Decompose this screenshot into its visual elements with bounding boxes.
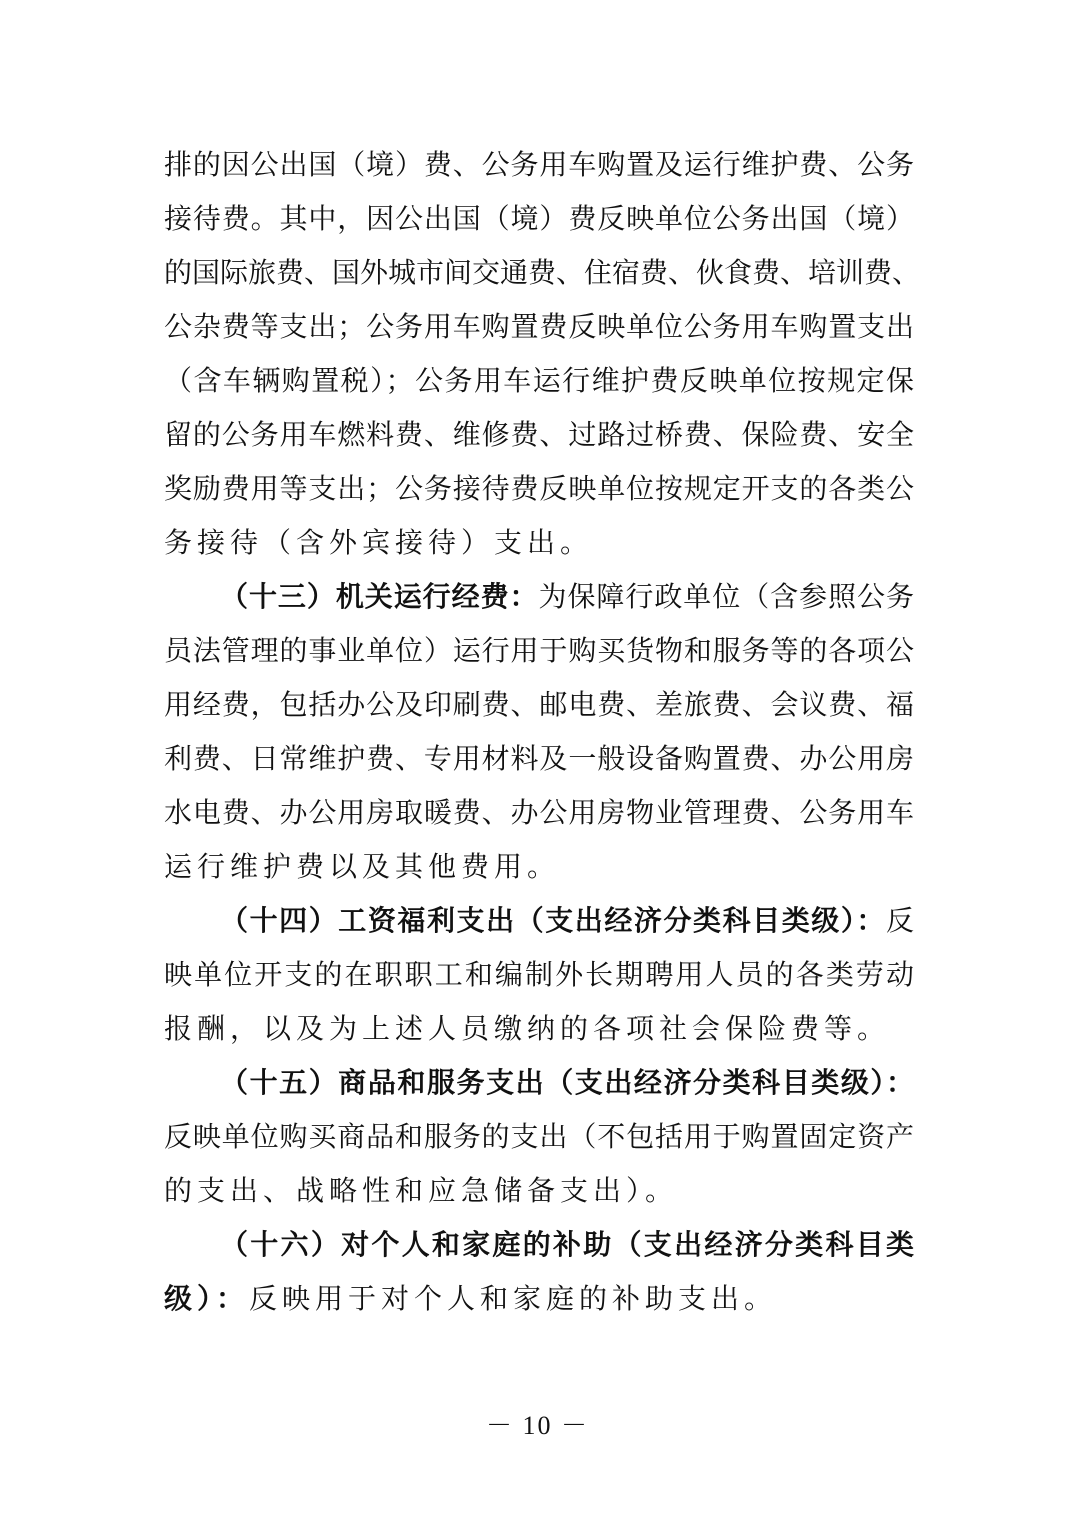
text-line	[164, 948, 914, 1002]
line-text: 映单位开支的在职职工和编制外长期聘用人员的各类劳动	[164, 958, 914, 991]
text-line	[164, 408, 914, 462]
line-text: 务接待（含外宾接待）支出。	[164, 526, 594, 559]
line-text: 的国际旅费、国外城市间交通费、住宿费、伙食费、培训费、	[164, 256, 921, 289]
text-line	[164, 192, 914, 246]
line-text: 为保障行政单位（含参照公务	[538, 580, 914, 613]
line-text: 公杂费等支出；公务用车购置费反映单位公务用车购置支出	[164, 310, 914, 343]
line-text: 反	[885, 904, 914, 937]
text-line	[164, 1272, 914, 1326]
text-line	[164, 732, 914, 786]
section-heading-14: （十四）工资福利支出（支出经济分类科目类级）：	[220, 904, 886, 937]
section-heading-line	[164, 1056, 914, 1110]
line-text: 运行维护费以及其他费用。	[164, 850, 561, 883]
line-text: （含车辆购置税）；公务用车运行维护费反映单位按规定保	[164, 364, 914, 397]
section-heading-16-cont: 级）：	[164, 1282, 250, 1315]
text-line	[164, 1110, 914, 1164]
page-number: － 10 －	[485, 1411, 589, 1440]
line-text: 水电费、办公用房取暖费、办公用房物业管理费、公务用车	[164, 796, 914, 829]
text-line	[164, 462, 914, 516]
line-text: 反映用于对个人和家庭的补助支出。	[249, 1282, 778, 1315]
section-heading-13: （十三）机关运行经费：	[220, 580, 539, 613]
line-text: 报酬，以及为上述人员缴纳的各项社会保险费等。	[164, 1012, 891, 1045]
line-text: 奖励费用等支出；公务接待费反映单位按规定开支的各类公	[164, 472, 914, 505]
text-line	[164, 840, 914, 894]
text-line	[164, 1164, 914, 1218]
section-heading-line	[164, 894, 914, 948]
text-line	[164, 516, 914, 570]
text-line	[164, 678, 914, 732]
line-text: 的支出、战略性和应急储备支出）。	[164, 1174, 679, 1207]
line-text: 反映单位购买商品和服务的支出（不包括用于购置固定资产	[164, 1120, 914, 1153]
line-text: 排的因公出国（境）费、公务用车购置及运行维护费、公务	[164, 148, 914, 181]
text-line	[164, 1002, 914, 1056]
body-text	[164, 138, 921, 1326]
section-heading-15: （十五）商品和服务支出（支出经济分类科目类级）：	[220, 1066, 914, 1099]
line-text: 员法管理的事业单位）运行用于购买货物和服务等的各项公	[164, 634, 914, 667]
text-line	[164, 300, 914, 354]
text-line	[164, 786, 914, 840]
line-text: 利费、日常维护费、专用材料及一般设备购置费、办公用房	[164, 742, 914, 775]
text-line	[164, 246, 921, 300]
section-heading-16: （十六）对个人和家庭的补助（支出经济分类科目类	[220, 1228, 914, 1261]
line-text: 留的公务用车燃料费、维修费、过路过桥费、保险费、安全	[164, 418, 914, 451]
text-line	[164, 138, 914, 192]
text-line	[164, 624, 914, 678]
section-heading-line	[164, 570, 914, 624]
section-heading-line	[164, 1218, 914, 1272]
line-text: 接待费。其中，因公出国（境）费反映单位公务出国（境）	[164, 202, 914, 235]
text-line	[164, 354, 914, 408]
line-text: 用经费，包括办公及印刷费、邮电费、差旅费、会议费、福	[164, 688, 914, 721]
